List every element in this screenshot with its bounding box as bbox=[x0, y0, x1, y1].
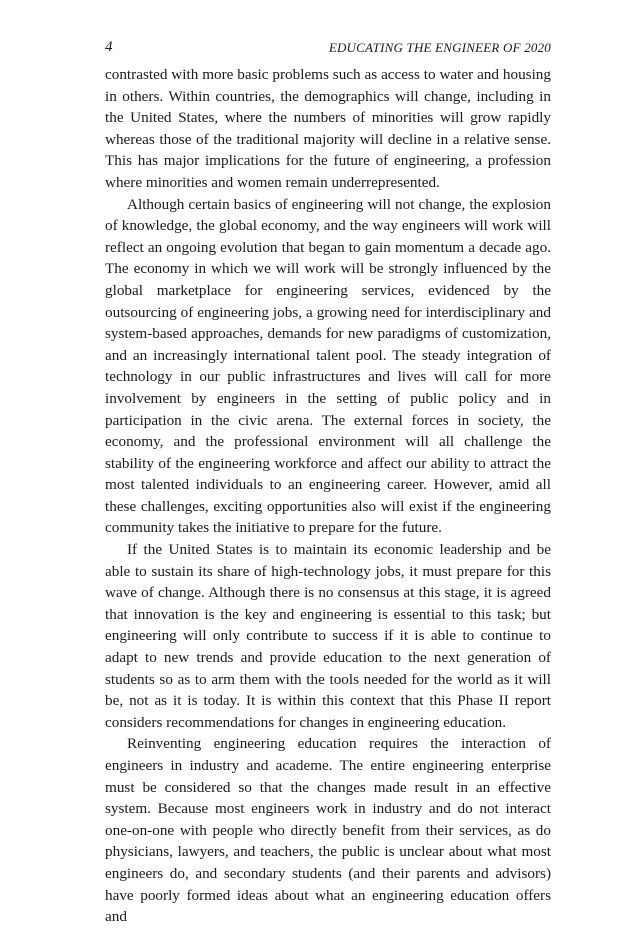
running-head: EDUCATING THE ENGINEER OF 2020 bbox=[328, 40, 551, 55]
paragraph-3: If the United States is to maintain its economic leadership and be able to sustain its share of high-technology jobs, it must prepare for this wave of change. Although there is no consensus at this stage, it is agreed that innovation is the key and engineering is essential to this task; but engineering will only contribute to success if it is able to continue to adapt to new trends and provide education to the next generation of students so as to arm them with the tools needed for the world as it will be, not as it is today. It is within this context that this Phase II report considers recommendations for changes in engineering education. bbox=[105, 541, 551, 731]
paragraph-1: contrasted with more basic problems such as access to water and housing in others. Within countries, the demographics will change, including in the United States, where the numbers of minorities will grow rapidly whereas those of the traditional majority will decline in a relative sense. This has major implications for the future of engineering, a profession where minorities and women remain underrepresented. bbox=[105, 66, 551, 191]
paragraph-4: Reinventing engineering education requires the interaction of engineers in industry and academe. The entire engineering enterprise must be considered so that the changes made result in an effective system. Because most engineers work in industry and do not interact one-on-one with people who directly benefit from their services, as do physicians, lawyers, and teachers, the public is unclear about what most engineers do, and secondary students (and their parents and advisors) have poorly formed ideas about what an engineering education offers and bbox=[105, 735, 551, 926]
paragraph-2: Although certain basics of engineering will not change, the explosion of knowledge, the global economy, and the way engineers will work will reflect an ongoing evolution that began to gain momentum a decade ago. The economy in which we will work will be strongly influenced by the global marketplace for engineering services, evidenced by the outsourcing of engineering jobs, a growing need for interdisciplinary and system-based approaches, demands for new paradigms of customization, and an increasingly international talent pool. The steady integration of technology in our public infrastructures and lives will call for more involvement by engineers in the setting of public policy and in participation in the civic arena. The external forces in society, the economy, and the professional environment will all challenge the stability of the engineering workforce and affect our ability to attract the most talented individuals to an engineering career. However, amid all these challenges, exciting opportunities also will exist if the engineering community takes the initiative to prepare for the future. bbox=[105, 195, 551, 537]
page-number: 4 bbox=[105, 39, 113, 55]
body-text bbox=[105, 64, 551, 928]
